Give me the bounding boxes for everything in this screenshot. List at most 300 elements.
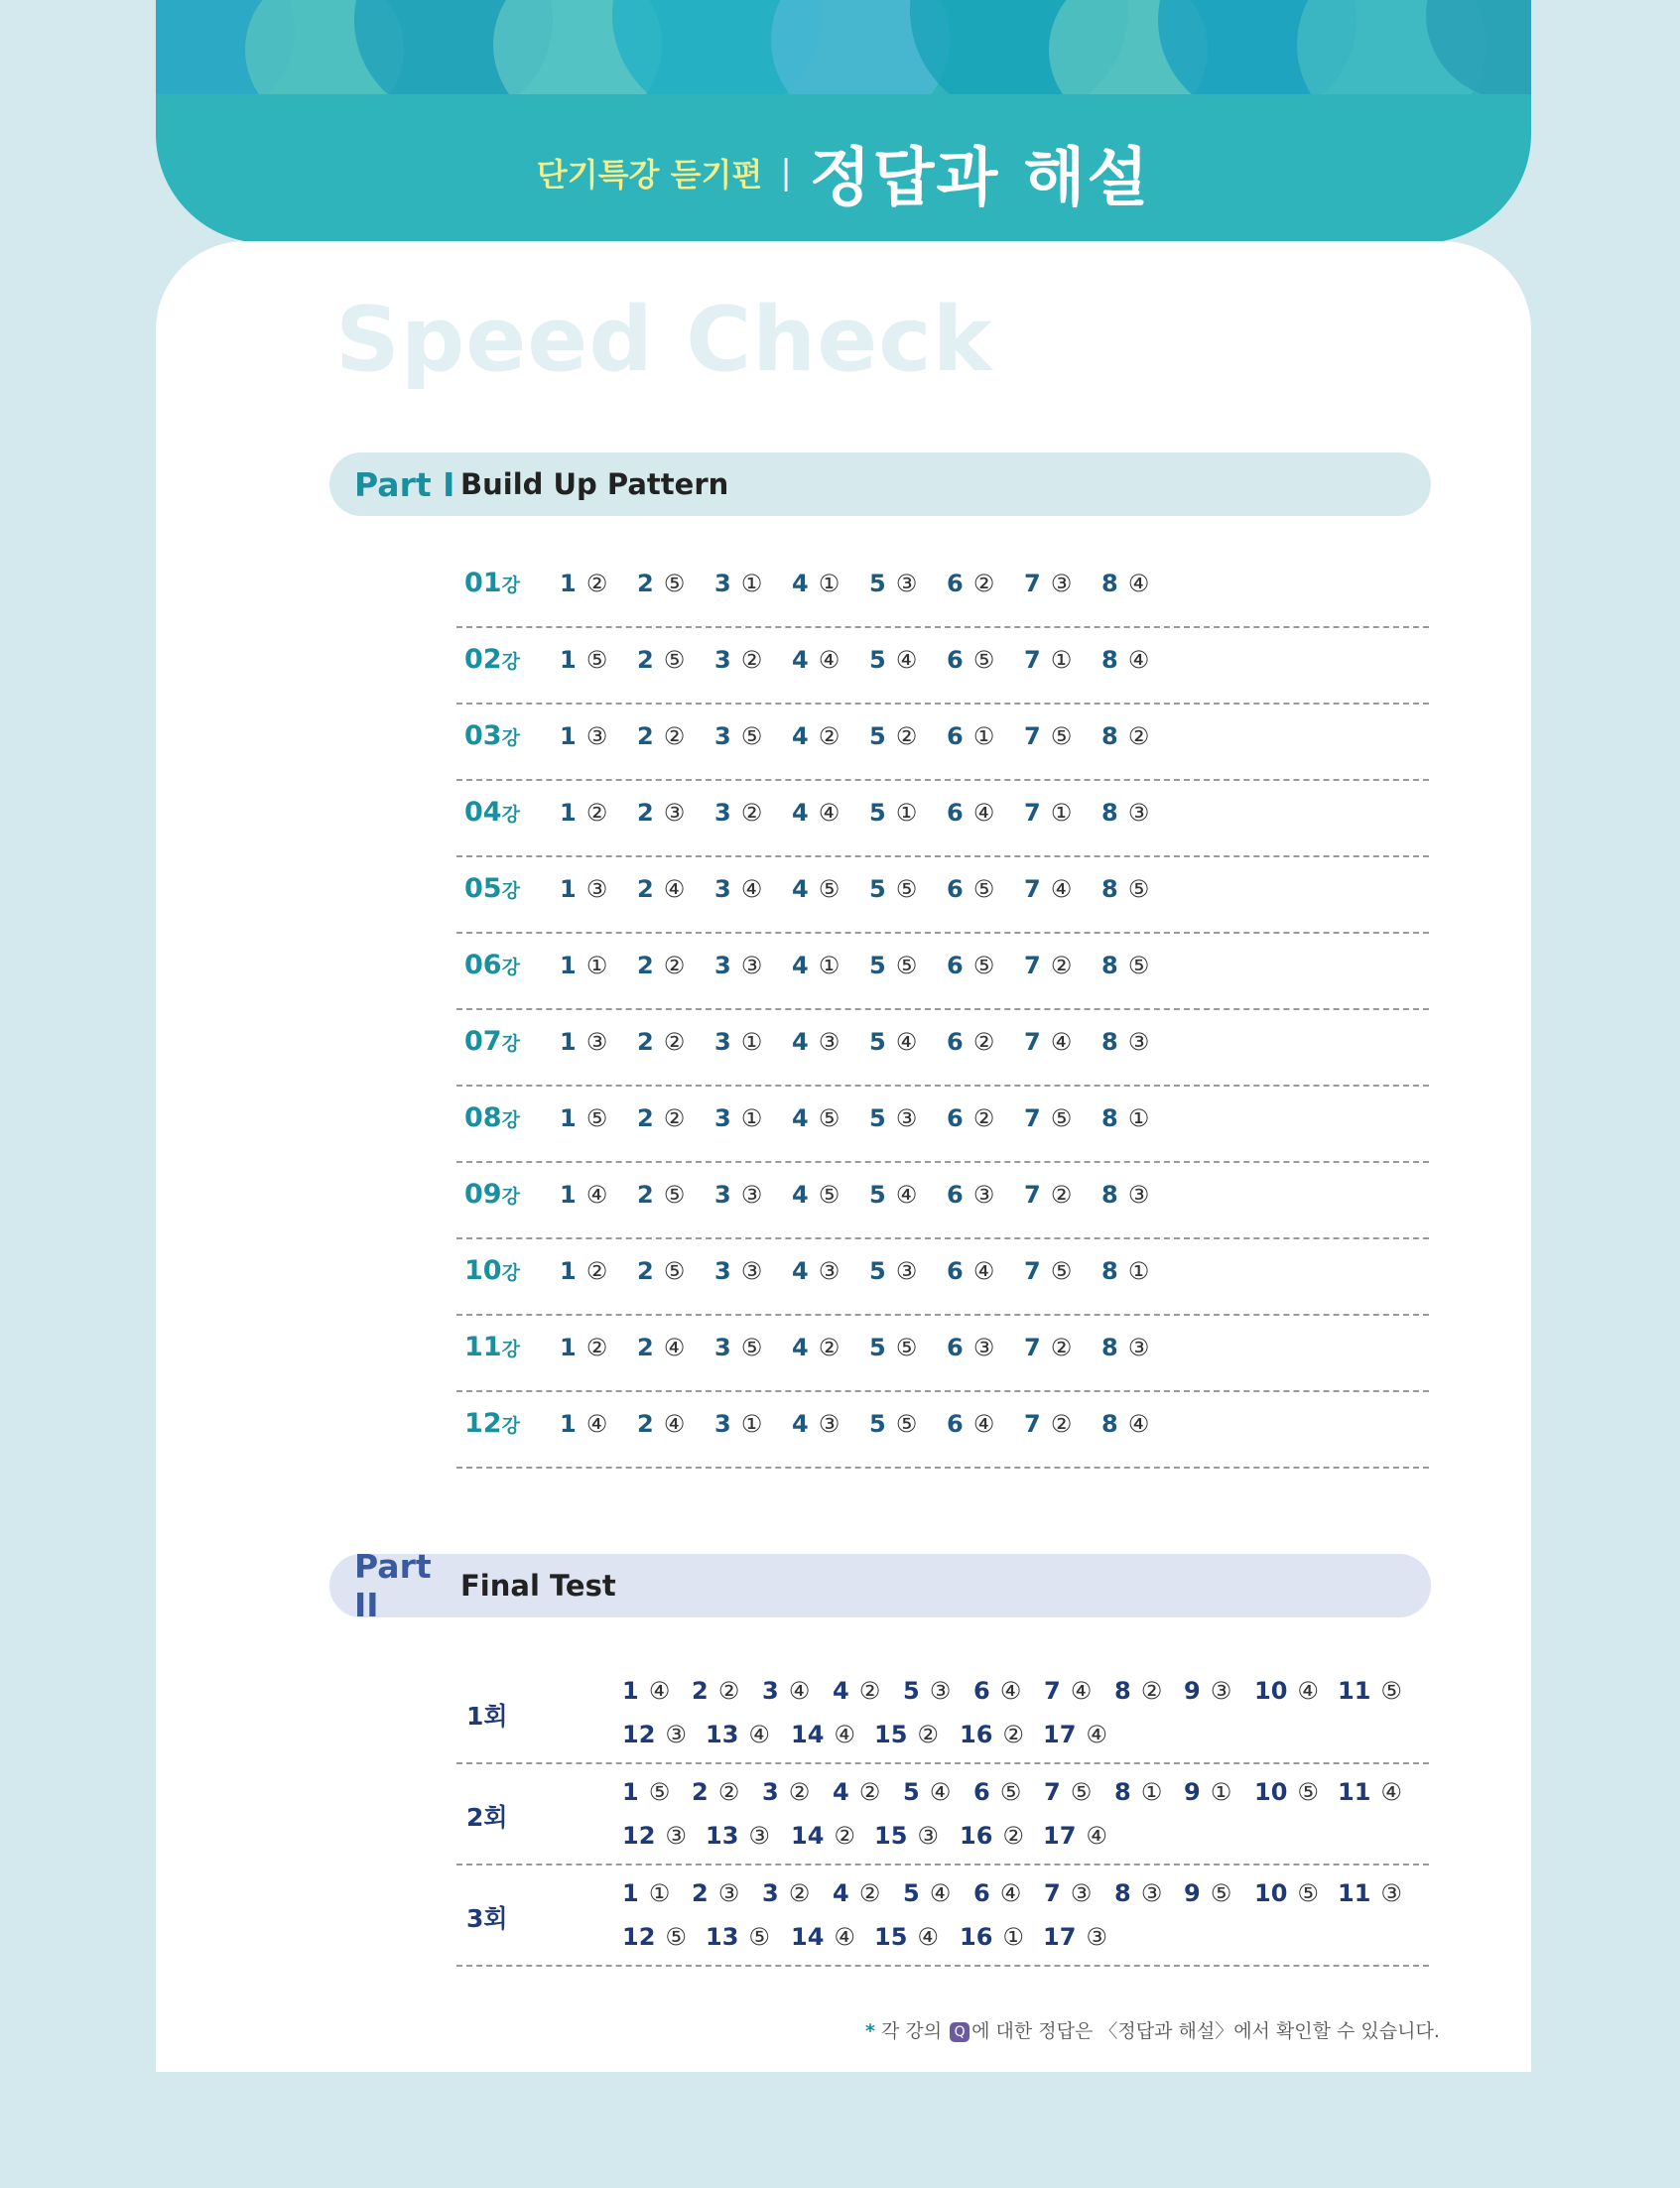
answer-choice: ①: [1127, 1257, 1150, 1285]
question-number: 6: [947, 1181, 964, 1209]
answer-item: [622, 1923, 687, 1951]
lecture-label: [464, 1332, 520, 1362]
question-number: 3: [714, 1257, 731, 1285]
answer-item: [560, 1257, 607, 1285]
answer-item: [1101, 1028, 1149, 1056]
answer-item: [714, 570, 762, 597]
answer-choice: ①: [1127, 1104, 1150, 1132]
answer-choice: ⑤: [895, 1334, 918, 1361]
question-number: 8: [1114, 1778, 1131, 1806]
answer-choice: ④: [999, 1879, 1022, 1907]
test-label: 2회: [466, 1803, 508, 1832]
header-separator: |: [780, 153, 792, 193]
answer-item: [1184, 1778, 1231, 1806]
part1-label: Part I: [354, 464, 455, 504]
lecture-label: [464, 644, 520, 675]
answer-item: [903, 1778, 951, 1806]
answer-item: [622, 1879, 670, 1907]
answer-item: [792, 1334, 840, 1361]
answer-item: [1101, 1104, 1149, 1132]
answer-item: [1101, 646, 1149, 674]
answer-item: [792, 1104, 840, 1132]
question-number: 16: [960, 1923, 993, 1951]
answer-choice: ④: [1086, 1721, 1107, 1748]
lecture-unit: 강: [501, 1186, 520, 1208]
answer-item: [947, 1028, 994, 1056]
answer-choice: ⑤: [972, 875, 995, 903]
question-number: 13: [706, 1721, 739, 1748]
answer-choice: ⑤: [972, 952, 995, 979]
answer-choice: ⑤: [663, 570, 686, 597]
test-row: [456, 1663, 1429, 1764]
answer-item: [903, 1677, 951, 1705]
footnote: [865, 2016, 1440, 2043]
answer-item: [791, 1923, 855, 1951]
question-number: 7: [1024, 799, 1041, 827]
answer-item: [1101, 1257, 1149, 1285]
question-number: 7: [1024, 646, 1041, 674]
question-number: 8: [1101, 722, 1118, 750]
question-number: 2: [637, 1028, 654, 1056]
answer-choice: ⑤: [1050, 1104, 1073, 1132]
question-number: 6: [947, 952, 964, 979]
answer-item: [1114, 1677, 1162, 1705]
answer-item: [692, 1778, 739, 1806]
question-number: 5: [869, 1104, 886, 1132]
lecture-label: [464, 720, 520, 751]
answer-choice: ③: [740, 952, 763, 979]
answer-choice: ①: [972, 722, 995, 750]
answer-choice: ④: [972, 1410, 995, 1438]
question-number: 11: [1338, 1778, 1371, 1806]
q-icon: Q: [950, 2022, 969, 2042]
answer-choice: ⑤: [1127, 952, 1150, 979]
answer-item: [637, 646, 685, 674]
answer-choice: ②: [585, 570, 608, 597]
question-number: 12: [622, 1721, 656, 1748]
answer-item: [869, 875, 917, 903]
answer-row: [456, 628, 1429, 705]
question-number: 8: [1101, 1104, 1118, 1132]
question-number: 11: [1338, 1677, 1371, 1705]
answer-choice: ④: [663, 1410, 686, 1438]
question-number: 7: [1024, 952, 1041, 979]
question-number: 7: [1024, 570, 1041, 597]
lecture-unit: 강: [501, 1033, 520, 1055]
answer-choice: ④: [895, 1181, 918, 1209]
question-number: 7: [1044, 1778, 1061, 1806]
question-number: 2: [692, 1879, 709, 1907]
question-number: 4: [792, 1104, 809, 1132]
answer-item: [1043, 1721, 1107, 1748]
answer-choice: ②: [1050, 952, 1073, 979]
answer-item: [1024, 722, 1072, 750]
answer-item: [637, 1104, 685, 1132]
question-number: 8: [1101, 1028, 1118, 1056]
answer-choice: ⑤: [895, 952, 918, 979]
answer-choice: ⑤: [585, 646, 608, 674]
answer-choice: ④: [895, 646, 918, 674]
question-number: 5: [903, 1778, 920, 1806]
question-number: 6: [947, 1028, 964, 1056]
answer-item: [791, 1721, 855, 1748]
question-number: 2: [692, 1677, 709, 1705]
question-number: 4: [833, 1879, 849, 1907]
question-number: 13: [706, 1822, 739, 1850]
lecture-number: 10: [464, 1255, 502, 1286]
answer-choice: ②: [858, 1778, 881, 1806]
answer-choice: ③: [748, 1822, 770, 1850]
answer-choice: ③: [929, 1677, 952, 1705]
answer-choice: ②: [972, 1028, 995, 1056]
lecture-number: 11: [464, 1332, 502, 1362]
question-number: 7: [1024, 1334, 1041, 1361]
answer-item: [973, 1778, 1021, 1806]
question-number: 4: [792, 1181, 809, 1209]
answer-choice: ④: [663, 875, 686, 903]
question-number: 2: [637, 1410, 654, 1438]
answer-item: [762, 1879, 810, 1907]
answer-row: [456, 1087, 1429, 1163]
answer-choice: ②: [858, 1879, 881, 1907]
speed-check-heading: Speed Check: [335, 288, 993, 392]
answer-item: [833, 1879, 880, 1907]
lecture-unit: 강: [501, 957, 520, 978]
answer-item: [833, 1677, 880, 1705]
answer-item: [1024, 952, 1072, 979]
question-number: 5: [869, 722, 886, 750]
lecture-number: 01: [464, 568, 502, 598]
answer-item: [560, 1028, 607, 1056]
question-number: 8: [1114, 1879, 1131, 1907]
answer-item: [637, 722, 685, 750]
answer-item: [1101, 799, 1149, 827]
question-number: 8: [1101, 875, 1118, 903]
question-number: 3: [714, 952, 731, 979]
answer-row: [456, 934, 1429, 1010]
answer-item: [714, 1257, 762, 1285]
answer-item: [869, 722, 917, 750]
question-number: 6: [973, 1778, 990, 1806]
answer-item: [692, 1677, 739, 1705]
question-number: 6: [973, 1879, 990, 1907]
answer-choice: ②: [717, 1778, 740, 1806]
answer-item: [792, 1181, 840, 1209]
answer-item: [973, 1677, 1021, 1705]
question-number: 7: [1024, 1028, 1041, 1056]
answer-choice: ⑤: [585, 1104, 608, 1132]
answer-item: [1254, 1879, 1319, 1907]
answer-item: [869, 1028, 917, 1056]
question-number: 3: [714, 875, 731, 903]
answer-choice: ③: [1127, 799, 1150, 827]
answer-item: [869, 646, 917, 674]
answer-choice: ②: [972, 570, 995, 597]
question-number: 2: [637, 646, 654, 674]
question-number: 1: [560, 1028, 577, 1056]
answer-choice: ④: [929, 1879, 952, 1907]
lecture-unit: 강: [501, 1339, 520, 1360]
lecture-number: 05: [464, 873, 502, 904]
question-number: 6: [947, 646, 964, 674]
answer-choice: ④: [788, 1677, 811, 1705]
answer-choice: ②: [740, 799, 763, 827]
answer-choice: ③: [972, 1334, 995, 1361]
question-number: 1: [560, 1181, 577, 1209]
question-number: 3: [762, 1778, 779, 1806]
answer-item: [1338, 1677, 1402, 1705]
question-number: 3: [714, 1334, 731, 1361]
answer-choice: ②: [1127, 722, 1150, 750]
question-number: 16: [960, 1721, 993, 1748]
answer-choice: ①: [1050, 646, 1073, 674]
answer-item: [560, 1410, 607, 1438]
question-number: 7: [1024, 722, 1041, 750]
answer-choice: ②: [1002, 1822, 1024, 1850]
question-number: 2: [637, 875, 654, 903]
answer-item: [1024, 875, 1072, 903]
answer-item: [947, 570, 994, 597]
answer-choice: ④: [1297, 1677, 1319, 1705]
answer-choice: ⑤: [663, 1181, 686, 1209]
answer-item: [947, 799, 994, 827]
answer-choice: ⑤: [1297, 1879, 1319, 1907]
answer-choice: ③: [1050, 570, 1073, 597]
answer-item: [637, 1257, 685, 1285]
answer-item: [1338, 1879, 1402, 1907]
answer-item: [792, 952, 840, 979]
answer-choice: ③: [740, 1181, 763, 1209]
question-number: 4: [792, 799, 809, 827]
part2-title: Final Test: [460, 1569, 616, 1603]
question-number: 3: [714, 799, 731, 827]
lecture-number: 06: [464, 950, 502, 980]
question-number: 4: [792, 646, 809, 674]
lecture-unit: 강: [501, 1109, 520, 1131]
answer-item: [1044, 1677, 1092, 1705]
answer-choice: ③: [818, 1028, 840, 1056]
lecture-unit: 강: [501, 727, 520, 749]
answer-item: [560, 1181, 607, 1209]
question-number: 9: [1184, 1677, 1201, 1705]
answer-choice: ②: [788, 1879, 811, 1907]
answer-item: [1101, 570, 1149, 597]
question-number: 1: [560, 875, 577, 903]
answer-choice: ④: [818, 799, 840, 827]
question-number: 4: [792, 1257, 809, 1285]
answer-choice: ③: [917, 1822, 939, 1850]
answer-item: [560, 722, 607, 750]
question-number: 3: [714, 646, 731, 674]
answer-row: [456, 781, 1429, 857]
answer-choice: ④: [972, 1257, 995, 1285]
answer-item: [1024, 1104, 1072, 1132]
question-number: 7: [1044, 1677, 1061, 1705]
lecture-number: 03: [464, 720, 502, 751]
lecture-label: [464, 1255, 520, 1286]
answer-choice: ③: [895, 1104, 918, 1132]
question-number: 2: [637, 570, 654, 597]
answer-item: [1338, 1778, 1402, 1806]
answer-item: [869, 570, 917, 597]
question-number: 10: [1254, 1778, 1288, 1806]
test-row: [456, 1764, 1429, 1866]
question-number: 6: [947, 1104, 964, 1132]
lecture-unit: 강: [501, 880, 520, 902]
answer-choice: ⑤: [1380, 1677, 1402, 1705]
answer-choice: ④: [972, 799, 995, 827]
answer-item: [714, 1104, 762, 1132]
question-number: 6: [947, 722, 964, 750]
answer-choice: ④: [748, 1721, 770, 1748]
answer-choice: ②: [663, 1104, 686, 1132]
lecture-label: [464, 950, 520, 980]
answer-row: [456, 552, 1429, 628]
question-number: 17: [1043, 1721, 1077, 1748]
answer-choice: ③: [1210, 1677, 1232, 1705]
question-number: 5: [903, 1677, 920, 1705]
answer-item: [1101, 1410, 1149, 1438]
answer-choice: ②: [834, 1822, 855, 1850]
question-number: 1: [560, 952, 577, 979]
answer-choice: ①: [740, 570, 763, 597]
question-number: 7: [1024, 1257, 1041, 1285]
answer-item: [1024, 646, 1072, 674]
answer-item: [692, 1879, 739, 1907]
footnote-text-after: 에 대한 정답은 〈정답과 해설〉에서 확인할 수 있습니다.: [971, 2020, 1440, 2042]
answer-choice: ③: [895, 570, 918, 597]
answer-item: [637, 952, 685, 979]
answer-item: [706, 1822, 770, 1850]
answer-choice: ④: [585, 1410, 608, 1438]
question-number: 6: [973, 1677, 990, 1705]
answer-choice: ③: [818, 1410, 840, 1438]
answer-choice: ①: [585, 952, 608, 979]
question-number: 5: [869, 952, 886, 979]
answer-item: [1044, 1778, 1092, 1806]
answer-choice: ①: [1050, 799, 1073, 827]
answer-choice: ⑤: [663, 1257, 686, 1285]
question-number: 13: [706, 1923, 739, 1951]
answer-choice: ④: [1050, 1028, 1073, 1056]
answer-choice: ①: [648, 1879, 671, 1907]
answer-choice: ④: [1380, 1778, 1402, 1806]
question-number: 1: [560, 570, 577, 597]
answer-choice: ②: [1140, 1677, 1163, 1705]
answer-choice: ③: [1127, 1334, 1150, 1361]
question-number: 9: [1184, 1778, 1201, 1806]
answer-item: [792, 799, 840, 827]
answer-choice: ③: [665, 1721, 687, 1748]
answer-choice: ⑤: [1050, 1257, 1073, 1285]
answer-item: [1043, 1923, 1107, 1951]
question-number: 7: [1024, 1104, 1041, 1132]
answer-choice: ③: [1380, 1879, 1402, 1907]
answer-item: [1114, 1778, 1162, 1806]
question-number: 6: [947, 570, 964, 597]
question-number: 7: [1044, 1879, 1061, 1907]
question-number: 5: [869, 1410, 886, 1438]
answer-choice: ⑤: [663, 646, 686, 674]
test-label: 3회: [466, 1904, 508, 1933]
answer-choice: ⑤: [972, 646, 995, 674]
answer-item: [792, 1028, 840, 1056]
answer-choice: ④: [834, 1721, 855, 1748]
answer-choice: ②: [663, 1028, 686, 1056]
answer-item: [792, 1257, 840, 1285]
answer-choice: ②: [740, 646, 763, 674]
answer-item: [947, 952, 994, 979]
part2-label: Part II: [354, 1547, 432, 1624]
answer-item: [947, 875, 994, 903]
answer-choice: ③: [1127, 1181, 1150, 1209]
answer-item: [560, 875, 607, 903]
lecture-unit: 강: [501, 804, 520, 826]
answer-item: [714, 646, 762, 674]
answer-item: [714, 1334, 762, 1361]
answer-item: [947, 1104, 994, 1132]
lecture-unit: 강: [501, 1415, 520, 1437]
lecture-unit: 강: [501, 575, 520, 596]
answer-item: [762, 1778, 810, 1806]
question-number: 3: [714, 1104, 731, 1132]
question-number: 3: [714, 570, 731, 597]
question-number: 2: [637, 1334, 654, 1361]
lecture-number: 09: [464, 1179, 502, 1210]
answer-choice: ⑤: [818, 1181, 840, 1209]
answer-choice: ②: [1050, 1334, 1073, 1361]
header-title: 정답과 해설: [809, 142, 1151, 215]
answer-item: [637, 1334, 685, 1361]
answer-item: [1184, 1677, 1231, 1705]
answer-item: [903, 1879, 951, 1907]
answer-choice: ②: [972, 1104, 995, 1132]
answer-row: [456, 857, 1429, 934]
question-number: 8: [1101, 1410, 1118, 1438]
lecture-number: 12: [464, 1408, 502, 1439]
answer-choice: ③: [585, 1028, 608, 1056]
answer-choice: ②: [585, 1334, 608, 1361]
answer-item: [792, 875, 840, 903]
lecture-number: 07: [464, 1026, 502, 1057]
answer-item: [714, 952, 762, 979]
answer-choice: ③: [972, 1181, 995, 1209]
question-number: 11: [1338, 1879, 1371, 1907]
answer-choice: ⑤: [818, 1104, 840, 1132]
answer-choice: ①: [1140, 1778, 1163, 1806]
answer-row: [456, 1163, 1429, 1239]
question-number: 2: [692, 1778, 709, 1806]
test-label: 1회: [466, 1702, 508, 1731]
answer-item: [1024, 1181, 1072, 1209]
answer-item: [874, 1721, 939, 1748]
question-number: 3: [762, 1879, 779, 1907]
answer-choice: ⑤: [665, 1923, 687, 1951]
question-number: 1: [560, 1257, 577, 1285]
question-number: 8: [1114, 1677, 1131, 1705]
answer-row: [456, 1392, 1429, 1469]
answer-choice: ②: [895, 722, 918, 750]
answer-choice: ④: [818, 646, 840, 674]
answer-item: [1101, 875, 1149, 903]
question-number: 5: [869, 570, 886, 597]
answer-choice: ③: [663, 799, 686, 827]
answer-item: [1101, 1334, 1149, 1361]
question-number: 2: [637, 1257, 654, 1285]
answer-item: [833, 1778, 880, 1806]
answer-choice: ④: [1127, 570, 1150, 597]
answer-choice: ②: [1002, 1721, 1024, 1748]
